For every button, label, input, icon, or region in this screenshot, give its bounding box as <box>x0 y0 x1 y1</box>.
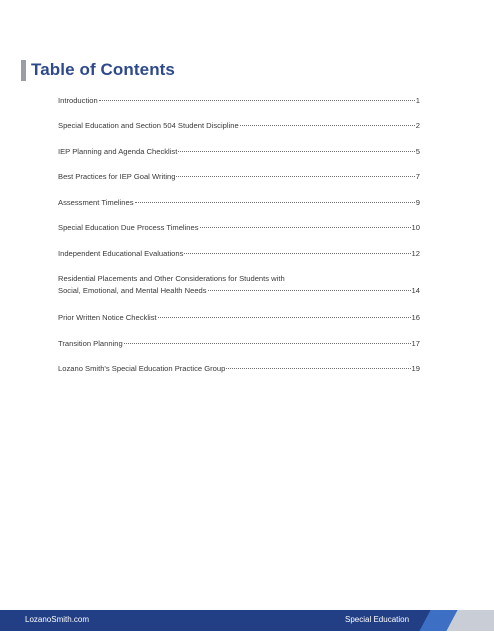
toc-entry-title: Best Practices for IEP Goal Writing <box>58 172 176 181</box>
toc-dot-leader <box>178 151 414 152</box>
toc-entry-transition-planning[interactable] <box>58 338 420 350</box>
toc-entry-iep-planning[interactable] <box>58 146 420 158</box>
toc-entry-page: 10 <box>411 223 420 232</box>
toc-entry-iee[interactable] <box>58 248 420 260</box>
toc-entry-title: Prior Written Notice Checklist <box>58 313 157 322</box>
toc-entry-page: 9 <box>415 198 420 207</box>
toc-entry-prior-written-notice[interactable] <box>58 312 420 324</box>
toc-dot-leader <box>184 253 410 254</box>
footer-section-name: Special Education <box>345 615 410 624</box>
toc-entry-due-process[interactable] <box>58 222 420 234</box>
footer-website[interactable]: LozanoSmith.com <box>25 615 90 624</box>
toc-dot-leader <box>124 343 411 344</box>
page-title: Table of Contents <box>31 60 175 79</box>
toc-dot-leader <box>226 368 410 369</box>
toc-dot-leader <box>240 125 415 126</box>
toc-entry-introduction[interactable] <box>58 95 420 107</box>
toc-entry-page: 17 <box>411 339 420 348</box>
toc-dot-leader <box>200 227 411 228</box>
toc-entry-page: 16 <box>411 313 420 322</box>
toc-entry-title: IEP Planning and Agenda Checklist <box>58 147 178 156</box>
toc-dot-leader <box>176 176 414 177</box>
toc-dot-leader <box>158 317 411 318</box>
toc-entry-title: Introduction <box>58 96 98 105</box>
toc-entry-title: Transition Planning <box>58 339 123 348</box>
toc-entry-goal-writing[interactable] <box>58 171 420 183</box>
toc-entry-title: Special Education Due Process Timelines <box>58 223 199 232</box>
toc-entry-page: 5 <box>415 147 420 156</box>
toc-entry-page: 2 <box>415 121 420 130</box>
toc-entry-title-line1: Residential Placements and Other Considerations for Students with <box>58 274 285 283</box>
toc-dot-leader <box>99 100 415 101</box>
toc-entry-page: 1 <box>415 96 420 105</box>
toc-entry-title: Special Education and Section 504 Student Discipline <box>58 121 239 130</box>
page-heading <box>21 58 175 82</box>
page-footer <box>0 610 494 631</box>
toc-entry-page: 7 <box>415 172 420 181</box>
heading-accent-bar <box>21 60 26 81</box>
toc-entry-title: Social, Emotional, and Mental Health Needs <box>58 286 207 295</box>
toc-entry-title: Lozano Smith's Special Education Practice Group <box>58 364 226 373</box>
toc-entry-practice-group[interactable] <box>58 363 420 375</box>
toc-entry-assessment-timelines[interactable] <box>58 197 420 209</box>
toc-entry-residential-placements[interactable] <box>58 273 420 297</box>
toc-entry-page: 14 <box>411 286 420 295</box>
toc-entry-title: Assessment Timelines <box>58 198 134 207</box>
toc-entry-page: 19 <box>411 364 420 373</box>
toc-entry-discipline[interactable] <box>58 120 420 132</box>
toc-dot-leader <box>208 290 411 291</box>
toc-dot-leader <box>135 202 415 203</box>
toc-entry-page: 12 <box>411 249 420 258</box>
toc-entry-title: Independent Educational Evaluations <box>58 249 184 258</box>
